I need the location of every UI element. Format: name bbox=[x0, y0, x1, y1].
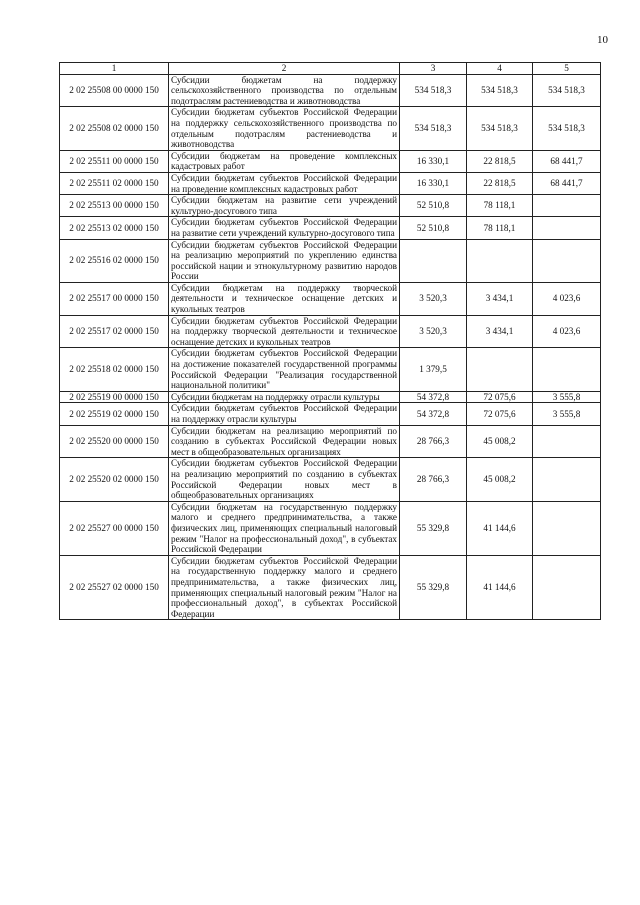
row-value-col4: 3 434,1 bbox=[467, 282, 533, 315]
row-name: Субсидии бюджетам на поддержку творческой деятельности и техническое оснащение детских и кукольных театров bbox=[169, 282, 400, 315]
row-value-col4: 72 075,6 bbox=[467, 391, 533, 403]
header-row bbox=[60, 63, 601, 75]
row-name: Субсидии бюджетам субъектов Российской Федерации на реализацию мероприятий по созданию в субъектах Российской Федерации новых мест в общеобразовательных организациях bbox=[169, 458, 400, 501]
row-name: Субсидии бюджетам субъектов Российской Федерации на государственную поддержку малого и среднего предпринимательства, а также физических лиц, применяющих специальный налоговый режим "Налог на профессиональный доход", в субъектах Российской Федерации bbox=[169, 555, 400, 620]
row-value-col3: 534 518,3 bbox=[400, 74, 467, 107]
page-number: 10 bbox=[597, 34, 608, 46]
row-value-col5: 534 518,3 bbox=[533, 107, 601, 150]
row-value-col3: 28 766,3 bbox=[400, 458, 467, 501]
table-row bbox=[60, 555, 601, 620]
row-value-col3: 3 520,3 bbox=[400, 315, 467, 348]
row-value-col5: 534 518,3 bbox=[533, 74, 601, 107]
row-code: 2 02 25511 00 0000 150 bbox=[60, 150, 169, 172]
row-value-col4: 45 008,2 bbox=[467, 458, 533, 501]
row-code: 2 02 25508 02 0000 150 bbox=[60, 107, 169, 150]
row-value-col3: 54 372,8 bbox=[400, 391, 467, 403]
row-value-col3: 55 329,8 bbox=[400, 501, 467, 555]
table-row bbox=[60, 458, 601, 501]
row-value-col4: 78 118,1 bbox=[467, 217, 533, 239]
row-value-col5: 68 441,7 bbox=[533, 150, 601, 172]
row-value-col3: 16 330,1 bbox=[400, 172, 467, 194]
row-code: 2 02 25517 02 0000 150 bbox=[60, 315, 169, 348]
row-value-col4: 534 518,3 bbox=[467, 107, 533, 150]
row-code: 2 02 25513 02 0000 150 bbox=[60, 217, 169, 239]
row-code: 2 02 25520 00 0000 150 bbox=[60, 425, 169, 458]
row-value-col5 bbox=[533, 217, 601, 239]
table-row bbox=[60, 74, 601, 107]
row-code: 2 02 25519 02 0000 150 bbox=[60, 403, 169, 425]
row-name: Субсидии бюджетам на развитие сети учреждений культурно-досугового типа bbox=[169, 195, 400, 217]
row-value-col5 bbox=[533, 501, 601, 555]
col-header-3: 3 bbox=[400, 63, 467, 75]
row-code: 2 02 25527 00 0000 150 bbox=[60, 501, 169, 555]
table-row bbox=[60, 107, 601, 150]
table-row bbox=[60, 172, 601, 194]
table-row bbox=[60, 501, 601, 555]
row-name: Субсидии бюджетам субъектов Российской Федерации на поддержку сельскохозяйственного производства по отдельным подотраслям растениеводства и животноводства bbox=[169, 107, 400, 150]
row-value-col5 bbox=[533, 555, 601, 620]
row-code: 2 02 25517 00 0000 150 bbox=[60, 282, 169, 315]
row-name: Субсидии бюджетам субъектов Российской Федерации на проведение комплексных кадастровых работ bbox=[169, 172, 400, 194]
row-value-col3: 3 520,3 bbox=[400, 282, 467, 315]
row-name: Субсидии бюджетам на поддержку отрасли культуры bbox=[169, 391, 400, 403]
row-value-col3: 16 330,1 bbox=[400, 150, 467, 172]
table-row bbox=[60, 391, 601, 403]
row-value-col3: 55 329,8 bbox=[400, 555, 467, 620]
table-row bbox=[60, 282, 601, 315]
row-value-col4: 72 075,6 bbox=[467, 403, 533, 425]
row-value-col5: 3 555,8 bbox=[533, 391, 601, 403]
row-value-col3: 28 766,3 bbox=[400, 425, 467, 458]
row-value-col4: 78 118,1 bbox=[467, 195, 533, 217]
table-row bbox=[60, 425, 601, 458]
row-code: 2 02 25520 02 0000 150 bbox=[60, 458, 169, 501]
row-value-col3: 1 379,5 bbox=[400, 348, 467, 391]
row-value-col3: 52 510,8 bbox=[400, 217, 467, 239]
row-name: Субсидии бюджетам субъектов Российской Федерации на поддержку отрасли культуры bbox=[169, 403, 400, 425]
table-row bbox=[60, 195, 601, 217]
budget-table bbox=[59, 62, 601, 620]
table-row bbox=[60, 150, 601, 172]
row-value-col5: 4 023,6 bbox=[533, 282, 601, 315]
row-name: Субсидии бюджетам на реализацию мероприятий по созданию в субъектах Российской Федерации новых мест в общеобразовательных организациях bbox=[169, 425, 400, 458]
row-name: Субсидии бюджетам на проведение комплексных кадастровых работ bbox=[169, 150, 400, 172]
row-code: 2 02 25519 00 0000 150 bbox=[60, 391, 169, 403]
col-header-5: 5 bbox=[533, 63, 601, 75]
row-value-col4: 41 144,6 bbox=[467, 555, 533, 620]
row-value-col5 bbox=[533, 348, 601, 391]
row-code: 2 02 25508 00 0000 150 bbox=[60, 74, 169, 107]
table-row bbox=[60, 348, 601, 391]
row-value-col5 bbox=[533, 425, 601, 458]
row-code: 2 02 25527 02 0000 150 bbox=[60, 555, 169, 620]
table-row bbox=[60, 403, 601, 425]
row-value-col4: 41 144,6 bbox=[467, 501, 533, 555]
row-value-col5: 3 555,8 bbox=[533, 403, 601, 425]
col-header-1: 1 bbox=[60, 63, 169, 75]
row-code: 2 02 25518 02 0000 150 bbox=[60, 348, 169, 391]
row-name: Субсидии бюджетам на поддержку сельскохозяйственного производства по отдельным подотраслям растениеводства и животноводства bbox=[169, 74, 400, 107]
row-value-col4: 22 818,5 bbox=[467, 172, 533, 194]
col-header-4: 4 bbox=[467, 63, 533, 75]
row-code: 2 02 25513 00 0000 150 bbox=[60, 195, 169, 217]
row-value-col4 bbox=[467, 239, 533, 282]
col-header-2: 2 bbox=[169, 63, 400, 75]
row-name: Субсидии бюджетам на государственную поддержку малого и среднего предпринимательства, а также физических лиц, применяющих специальный налоговый режим "Налог на профессиональный доход", в субъектах Российской Федерации bbox=[169, 501, 400, 555]
table-row bbox=[60, 217, 601, 239]
row-name: Субсидии бюджетам субъектов Российской Федерации на развитие сети учреждений культурно-досугового типа bbox=[169, 217, 400, 239]
row-value-col3: 54 372,8 bbox=[400, 403, 467, 425]
row-value-col4: 22 818,5 bbox=[467, 150, 533, 172]
row-name: Субсидии бюджетам субъектов Российской Федерации на поддержку творческой деятельности и техническое оснащение детских и кукольных театров bbox=[169, 315, 400, 348]
row-name: Субсидии бюджетам субъектов Российской Федерации на реализацию мероприятий по укреплению единства российской нации и этнокультурному развитию народов России bbox=[169, 239, 400, 282]
row-value-col5 bbox=[533, 458, 601, 501]
row-value-col3: 534 518,3 bbox=[400, 107, 467, 150]
row-value-col3: 52 510,8 bbox=[400, 195, 467, 217]
table-row bbox=[60, 239, 601, 282]
row-value-col4 bbox=[467, 348, 533, 391]
row-value-col4: 45 008,2 bbox=[467, 425, 533, 458]
row-code: 2 02 25511 02 0000 150 bbox=[60, 172, 169, 194]
row-code: 2 02 25516 02 0000 150 bbox=[60, 239, 169, 282]
row-value-col5 bbox=[533, 195, 601, 217]
row-value-col5: 4 023,6 bbox=[533, 315, 601, 348]
row-value-col3 bbox=[400, 239, 467, 282]
row-value-col4: 534 518,3 bbox=[467, 74, 533, 107]
table-row bbox=[60, 315, 601, 348]
row-value-col5: 68 441,7 bbox=[533, 172, 601, 194]
row-name: Субсидии бюджетам субъектов Российской Федерации на достижение показателей государственной программы Российской Федерации "Реализация государственной национальной политики" bbox=[169, 348, 400, 391]
row-value-col5 bbox=[533, 239, 601, 282]
row-value-col4: 3 434,1 bbox=[467, 315, 533, 348]
